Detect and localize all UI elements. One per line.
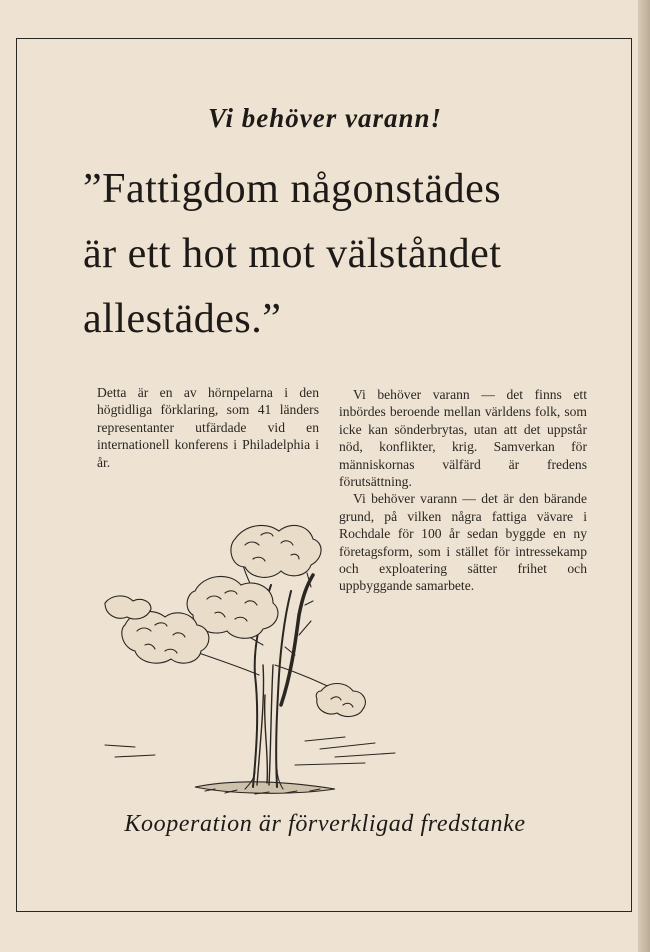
slogan: Kooperation är förverkligad fredstanke	[124, 811, 526, 837]
left-column	[97, 384, 319, 471]
right-column-paragraph-2: Vi behöver varann — det är den bärande grund, på vilken några fattiga vävare i Rochdale för 100 år sedan byggde en ny företagsform, som i stället för intressekamp och exploatering sätter frihet och uppbyggande samarbete.	[339, 491, 587, 594]
left-column-text: Detta är en av hörnpelarna i den högtidliga förklaring, som 41 länders representanter utfärdade vid en internationell konferens i Philadelphia i år.	[97, 385, 319, 470]
tree-illustration	[85, 495, 425, 815]
tagline: Vi behöver varann!	[207, 103, 443, 133]
right-column-paragraph-1: Vi behöver varann — det finns ett inbördes beroende mellan världens folk, som icke kan sönderbrytas, utan att det uppstår nöd, konflikter, krig. Samverkan för människornas välfärd är fredens förutsättning.	[339, 387, 587, 490]
page-edge	[638, 0, 650, 952]
advertisement-frame	[16, 38, 632, 912]
headline-quote: ”Fattigdom någonstädes är ett hot mot välståndet allestädes.”	[83, 166, 502, 342]
